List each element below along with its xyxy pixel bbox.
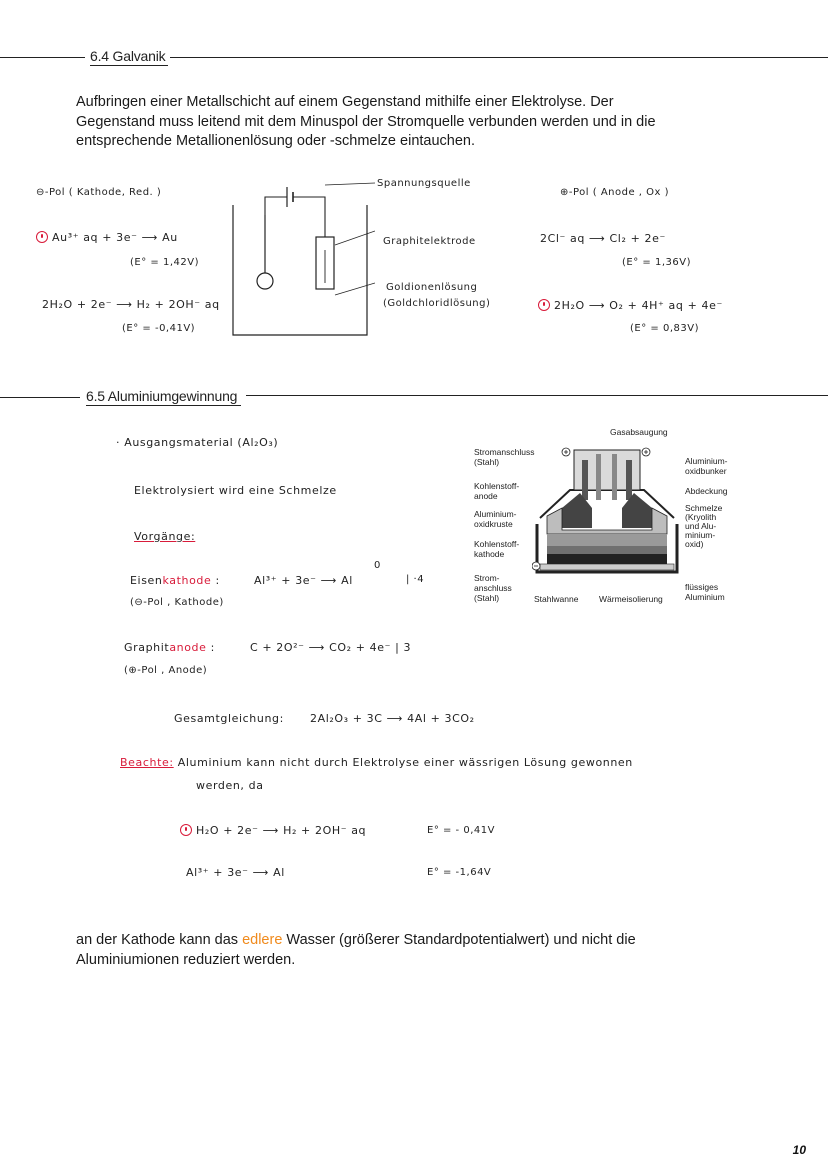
paragraph-line: entsprechende Metallionenlösung oder -schmelze eintauchen. (76, 133, 476, 149)
label-part: : (206, 641, 215, 654)
cathode-reaction: Al³⁺ + 3e⁻ ⟶ Al (254, 574, 353, 587)
equation-text: Al³⁺ + 3e⁻ ⟶ Al (186, 866, 285, 879)
label-liquid-aluminium (685, 582, 725, 602)
cathode-sublabel: (⊖-Pol , Kathode) (130, 597, 224, 608)
paragraph-line: Aufbringen einer Metallschicht auf einem Gegenstand mithilfe einer Elektrolyse. Der (76, 94, 614, 110)
galvanik-paragraph (76, 93, 776, 152)
oxidation-number: 0 (374, 560, 381, 571)
overall-label: Gesamtgleichung: (174, 712, 284, 725)
cathode-equation-1 (36, 231, 178, 244)
label-connection-bottom (474, 573, 512, 603)
label-line: Kohlenstoff- (474, 481, 520, 491)
cathode-potential-2: (E° = -0,41V) (122, 323, 196, 334)
label-part: Eisen (130, 574, 163, 587)
label-part: Graphit (124, 641, 170, 654)
label-melt (685, 504, 722, 549)
aluminium-cell-diagram (532, 438, 682, 588)
label-graphite-electrode: Graphitelektrode (383, 236, 476, 247)
label-line: oxidkruste (474, 519, 513, 529)
label-gas-extraction: Gasabsaugung (610, 427, 668, 437)
anode-label (124, 641, 215, 654)
cathode-header: ⊖-Pol ( Kathode, Red. ) (36, 187, 162, 198)
overall-equation: 2Al₂O₃ + 3C ⟶ 4Al + 3CO₂ (310, 712, 475, 725)
label-part: anode (169, 641, 207, 654)
label-insulation: Wärmeisolierung (599, 594, 663, 604)
paragraph-line: Aluminiumionen reduziert werden. (76, 951, 296, 968)
cathode-factor: | ·4 (406, 574, 425, 585)
electrolysis-note: Elektrolysiert wird eine Schmelze (134, 484, 337, 497)
label-power-source: Spannungsquelle (377, 178, 471, 189)
anode-header: ⊕-Pol ( Anode , Ox ) (560, 187, 670, 198)
label-line: Stromanschluss (474, 447, 535, 457)
galvanic-setup-sketch (225, 175, 375, 345)
anode-reaction: C + 2O²⁻ ⟶ CO₂ + 4e⁻ | 3 (250, 641, 412, 654)
label-line: minium- (685, 530, 716, 540)
cathode-equation-2 (42, 298, 220, 311)
section-title-aluminium: 6.5 Aluminiumgewinnung (86, 388, 238, 404)
paragraph-line: Gegenstand muss leitend mit dem Minuspol der Stromquelle verbunden werden und in die (76, 113, 656, 130)
equation-text: 2H₂O + 2e⁻ ⟶ H₂ + 2OH⁻ aq (42, 298, 220, 311)
label-carbon-anode (474, 481, 519, 501)
section-title-underline (86, 405, 241, 406)
note-equation-1 (180, 824, 366, 837)
section-title-underline (90, 65, 168, 66)
paragraph-line (76, 931, 776, 951)
equation-text: H₂O + 2e⁻ ⟶ H₂ + 2OH⁻ aq (196, 824, 367, 837)
note-potential-2: E° = -1,64V (427, 867, 492, 878)
anode-equation-2 (538, 299, 723, 312)
section-rule-right (170, 57, 828, 58)
label-line: Aluminium (685, 592, 725, 602)
label-line: und Alu- (685, 521, 717, 531)
section-rule-right (246, 395, 828, 396)
reduction-marker-icon (538, 299, 550, 311)
label-gold-solution: Goldionenlösung (386, 282, 478, 293)
label-connection-top (474, 447, 534, 467)
cathode-label (130, 574, 220, 587)
anode-potential-1: (E° = 1,36V) (622, 257, 691, 268)
label-carbon-cathode (474, 539, 519, 559)
equation-text: Au³⁺ aq + 3e⁻ ⟶ Au (52, 231, 178, 244)
text-part: Wasser (größerer Standardpotentialwert) und nicht die (282, 932, 636, 948)
label-oxide-bunker (685, 456, 728, 476)
note-text: Aluminium kann nicht durch Elektrolyse einer wässrigen Lösung gewonnen (177, 756, 633, 769)
label-part: kathode (162, 574, 212, 587)
note-equation-2 (186, 866, 285, 879)
label-line: Aluminium- (685, 456, 728, 466)
label-line: flüssiges (685, 582, 719, 592)
label-line: Strom- (474, 573, 500, 583)
anode-equation-1 (540, 232, 666, 245)
label-line: Aluminium- (474, 509, 517, 519)
label-line: (Stahl) (474, 457, 500, 467)
label-line: Schmelze (685, 503, 723, 513)
label-part: : (211, 574, 220, 587)
note-label: Beachte: (120, 756, 174, 769)
label-line: oxid) (685, 539, 704, 549)
label-line: anschluss (474, 583, 512, 593)
text-part: an der Kathode kann das (76, 932, 243, 948)
label-line: (Stahl) (474, 593, 500, 603)
label-steel-tub: Stahlwanne (534, 594, 579, 604)
label-line: anode (474, 491, 498, 501)
page-number: 10 (792, 1143, 806, 1157)
section-title-galvanik: 6.4 Galvanik (90, 48, 166, 64)
note-line (120, 756, 633, 769)
equation-text: 2Cl⁻ aq ⟶ Cl₂ + 2e⁻ (540, 232, 666, 245)
note-potential-1: E° = - 0,41V (427, 825, 495, 836)
label-oxide-crust (474, 509, 517, 529)
anode-sublabel: (⊕-Pol , Anode) (124, 665, 208, 676)
processes-heading: Vorgänge: (134, 530, 196, 543)
section-rule-left (0, 397, 80, 398)
reduction-marker-icon (36, 231, 48, 243)
anode-potential-2: (E° = 0,83V) (630, 323, 699, 334)
label-gold-chloride: (Goldchloridlösung) (383, 298, 491, 309)
equation-text: 2H₂O ⟶ O₂ + 4H⁺ aq + 4e⁻ (554, 299, 723, 312)
label-line: kathode (474, 549, 505, 559)
label-line: Kohlenstoff- (474, 539, 520, 549)
note-line-2: werden, da (196, 779, 264, 792)
label-cover: Abdeckung (685, 486, 728, 496)
section-rule-left (0, 57, 85, 58)
raw-material: · Ausgangsmaterial (Al₂O₃) (116, 436, 279, 449)
reduction-marker-icon (180, 824, 192, 836)
label-line: (Kryolith (685, 512, 717, 522)
label-line: oxidbunker (685, 466, 727, 476)
text-part: edlere (242, 932, 283, 948)
cathode-potential-1: (E° = 1,42V) (130, 257, 199, 268)
conclusion-paragraph (76, 931, 776, 970)
